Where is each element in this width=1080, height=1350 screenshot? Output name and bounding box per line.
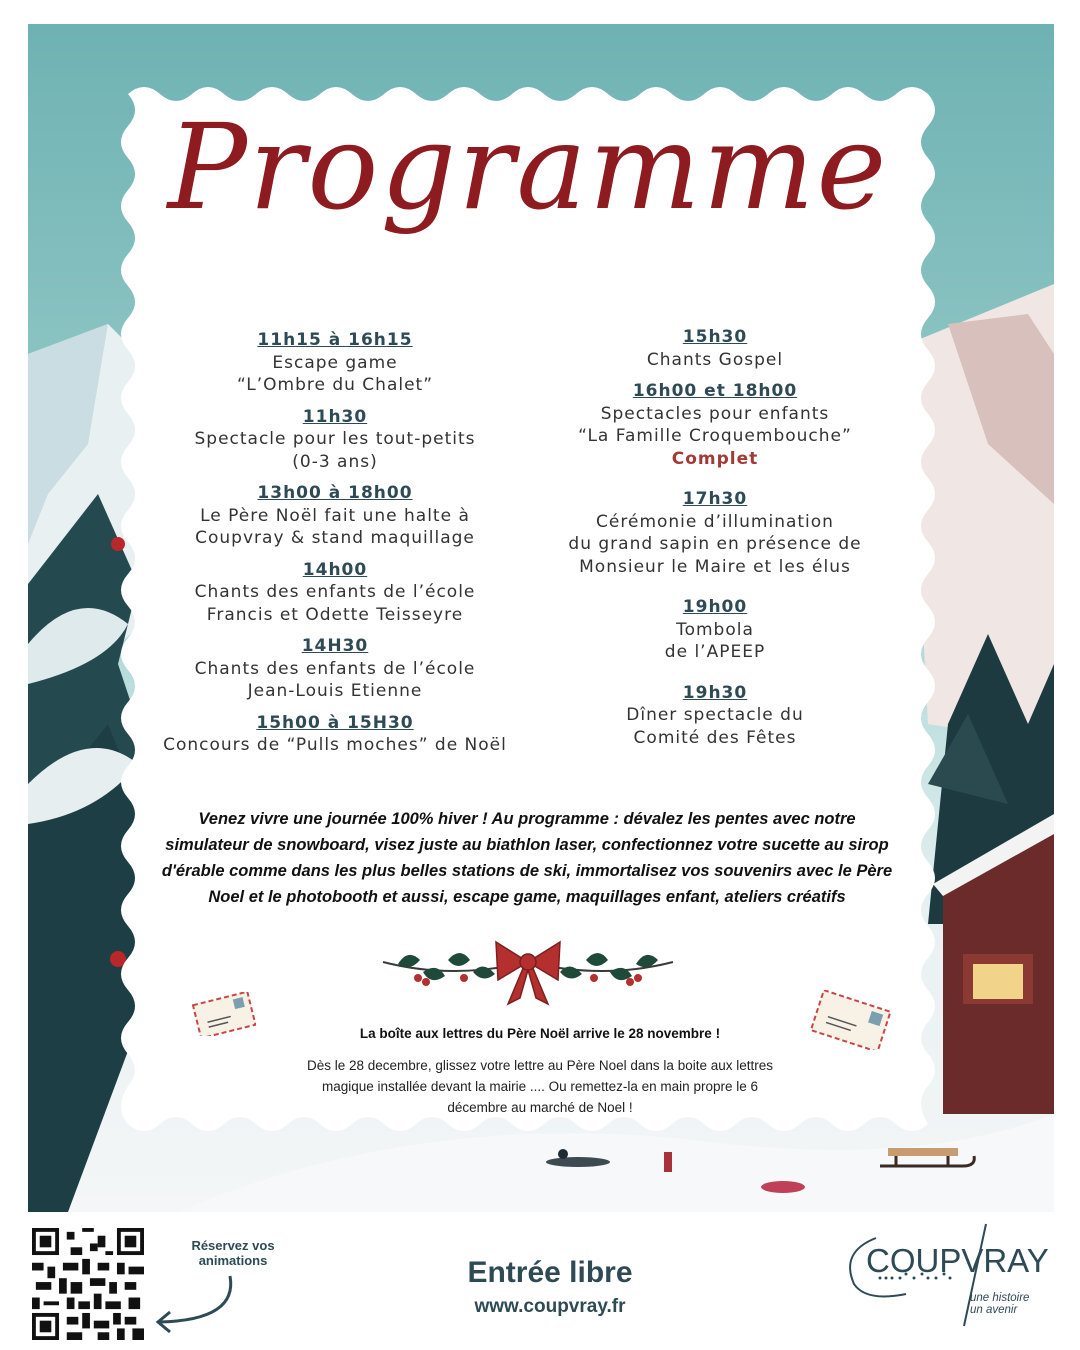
coupvray-logo [836, 1222, 1049, 1332]
event-item [540, 326, 890, 371]
event-desc: Cérémonie d’illumination [596, 511, 834, 532]
event-item [140, 712, 530, 757]
event-item [540, 682, 890, 750]
event-desc: Comité des Fêtes [633, 727, 797, 748]
reserve-label [168, 1238, 298, 1268]
event-item [140, 559, 530, 627]
event-desc: Escape game [272, 352, 398, 373]
event-time: 15h00 à 15H30 [256, 712, 414, 733]
event-desc: (0-3 ans) [292, 451, 378, 472]
event-desc: Francis et Odette Teisseyre [206, 604, 464, 625]
event-item [140, 482, 530, 550]
promo-line: d'érable comme dans les plus belles stations de ski, immortalisez vos souvenirs avec le Père [161, 862, 893, 880]
holly-garland-icon [378, 932, 678, 1012]
event-time: 17h30 [682, 489, 748, 509]
envelope-icon [810, 990, 892, 1050]
event-desc: Concours de “Pulls moches” de Noël [163, 735, 507, 755]
reserve-line: Réservez vos [191, 1238, 275, 1253]
logo-tag-line: une histoire [970, 1292, 1030, 1304]
event-desc: “La Famille Croquembouche” [578, 426, 852, 446]
event-desc: Spectacles pour enfants [600, 403, 830, 424]
event-item [540, 488, 890, 578]
event-desc: Jean-Louis Etienne [247, 681, 423, 701]
letter-line: Dès le 28 decembre, glissez votre lettre au Père Noel dans la boite aux lettres [307, 1058, 773, 1073]
event-time: 11h15 à 16h15 [257, 330, 413, 350]
event-desc: Coupvray & stand maquillage [195, 528, 475, 548]
letter-line: décembre au marché de Noel ! [447, 1100, 633, 1115]
event-time: 16h00 et 18h00 [632, 381, 798, 401]
event-item [140, 406, 530, 474]
promo-line: simulateur de snowboard, visez juste au biathlon laser, confectionnez votre sucette au sirop [165, 836, 889, 854]
event-time: 14H30 [301, 636, 369, 656]
reserve-line: animations [198, 1253, 268, 1268]
event-item [140, 329, 530, 397]
logo-tagline [970, 1292, 1050, 1316]
event-desc: Chants des enfants de l’école [194, 658, 476, 679]
promo-line: Venez vivre une journée 100% hiver ! Au programme : dévalez les pentes avec notre [198, 810, 856, 828]
event-time: 19h30 [682, 682, 748, 703]
qr-code-icon[interactable] [32, 1228, 144, 1340]
event-time: 15h30 [682, 327, 748, 347]
website-link[interactable]: www.coupvray.fr [474, 1296, 626, 1317]
promo-text [132, 806, 922, 910]
event-desc: de l’APEEP [664, 642, 766, 662]
logo-tag-line: un avenir [970, 1304, 1018, 1316]
event-desc: du grand sapin en présence de [568, 534, 862, 554]
event-item [140, 635, 530, 703]
event-desc: Le Père Noël fait une halte à [200, 505, 470, 526]
event-item [540, 380, 890, 470]
event-desc: Tombola [676, 619, 754, 640]
page-title: Programme [167, 98, 889, 236]
event-desc: Chants Gospel [646, 349, 784, 370]
logo-name: COUPVRAY [866, 1242, 1049, 1279]
event-time: 19h00 [682, 597, 748, 617]
event-desc: “L’Ombre du Chalet” [236, 375, 434, 395]
entree-libre: Entrée libre [467, 1256, 633, 1289]
event-item [540, 596, 890, 664]
event-desc: Monsieur le Maire et les élus [579, 556, 851, 577]
letter-line: magique installée devant la mairie .... Ou remettez-la en main propre le 6 [322, 1079, 758, 1094]
event-time: 14h00 [302, 559, 368, 580]
curved-arrow-icon [148, 1270, 248, 1340]
promo-line: Noel et le photobooth et aussi, escape game, maquillages enfant, ateliers créatifs [208, 888, 846, 906]
envelope-icon [192, 992, 256, 1036]
letter-body [235, 1055, 845, 1118]
event-desc: Spectacle pour les tout-petits [194, 429, 476, 449]
letter-title: La boîte aux lettres du Père Noël arrive le 28 novembre ! [359, 1026, 721, 1041]
schedule-right-column [540, 326, 890, 758]
schedule-left-column [140, 329, 530, 766]
event-time: 13h00 à 18h00 [257, 483, 413, 503]
event-desc: Dîner spectacle du [626, 705, 804, 725]
event-time: 11h30 [302, 406, 368, 427]
status-badge: Complet [671, 448, 759, 469]
event-desc: Chants des enfants de l’école [194, 582, 476, 602]
